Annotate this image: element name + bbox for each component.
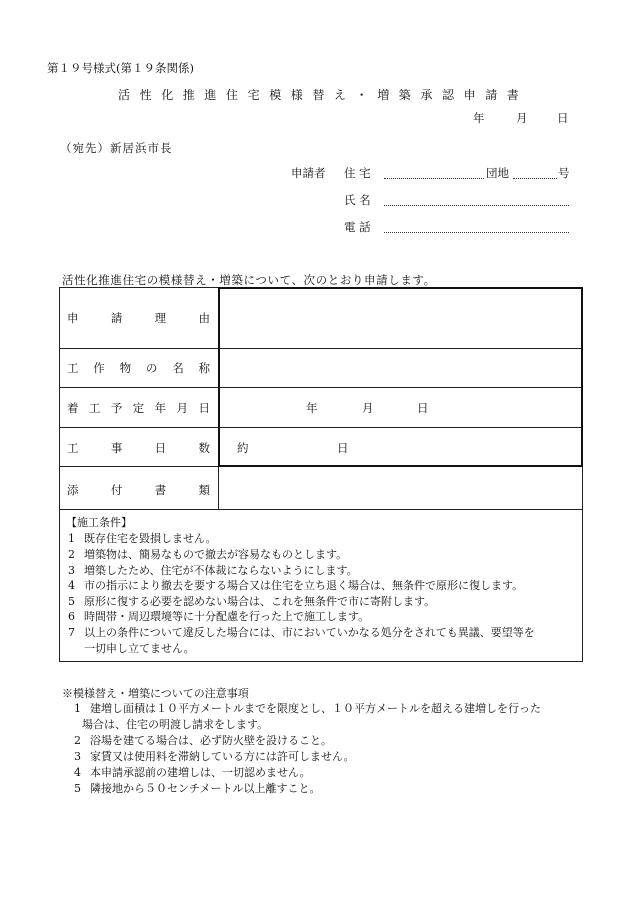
condition-item [68, 624, 535, 640]
condition-item [68, 562, 358, 578]
row-label-char: 名 [172, 361, 184, 375]
row-label-char: 工 [67, 361, 79, 375]
date-year-label: 年 [473, 111, 485, 125]
row-label-char: 着 [67, 401, 79, 415]
condition-number: 4 [68, 579, 75, 592]
note-text: 隣接地から５０センチメートル以上離すこと。 [90, 782, 321, 795]
note-text: 家賃又は使用料を滞納している方には許可しません。 [90, 750, 355, 763]
condition-item [68, 593, 435, 609]
condition-text: 以上の条件について違反した場合には、市においていかなる処分をされても異議、要望等を [84, 626, 535, 639]
condition-text: 増築物は、簡易なもので撤去が容易なものとします。 [84, 548, 348, 561]
condition-text: 市の指示により撤去を要する場合又は住宅を立ち退く場合は、無条件で原形に復します。 [84, 579, 524, 592]
row-label-char: 工 [67, 441, 79, 455]
phone-field[interactable] [384, 232, 569, 233]
form-number: 第１９号様式(第１９条関係) [47, 61, 194, 75]
row-label-char: 申 [67, 311, 79, 325]
row-label-work-days [67, 440, 210, 456]
row-label-char: 数 [198, 441, 210, 455]
row-label-char: 工 [88, 401, 101, 415]
date-month-label: 月 [516, 111, 528, 125]
row-label-char: 類 [198, 483, 210, 497]
note-item [74, 764, 311, 780]
start-month-label: 月 [362, 401, 374, 415]
row-divider [59, 509, 583, 510]
condition-item [68, 577, 523, 593]
row-label-char: 月 [176, 401, 189, 415]
row-label-char: 書 [154, 483, 167, 497]
applicant-label: 申請者 [291, 166, 326, 180]
note-number: 4 [74, 766, 81, 779]
row-label-char: 請 [110, 311, 123, 325]
note-number: 2 [74, 734, 81, 747]
conditions-heading: 【施工条件】 [66, 516, 132, 529]
note-number: 3 [74, 750, 81, 763]
row-label-char: 理 [154, 311, 167, 325]
condition-number: 6 [68, 610, 75, 623]
start-year-label: 年 [306, 401, 318, 415]
note-item [74, 700, 541, 716]
note-text: 浴場を建てる場合は、必ず防火壁を設けること。 [90, 734, 332, 747]
address-field[interactable] [384, 178, 484, 179]
row-label-char: 称 [198, 361, 210, 375]
row-label-char: の [145, 361, 158, 375]
date-day-label: 日 [557, 111, 569, 125]
row-label-char: 作 [93, 361, 105, 375]
condition-number: 5 [68, 595, 75, 608]
row-label-char: 日 [198, 401, 210, 415]
condition-number: 3 [68, 564, 75, 577]
row-label-structure [67, 360, 210, 376]
condition-item [68, 546, 347, 562]
danchi-label: 団地 [486, 166, 509, 180]
row-label-char: 事 [110, 441, 123, 455]
note-item [74, 780, 321, 796]
row-label-char: 定 [132, 401, 145, 415]
note-item [74, 748, 355, 764]
addressee: （宛先）新居浜市長 [60, 141, 173, 155]
phone-label: 電 話 [344, 220, 371, 234]
reason-input[interactable] [221, 290, 581, 346]
row-label-char: 物 [119, 361, 132, 375]
condition-number: 1 [68, 532, 75, 545]
condition-text: 時間帯・周辺環境等に十分配慮を行った上で施工します。 [84, 610, 370, 623]
notes-heading: ※模様替え・増築についての注意事項 [62, 687, 249, 700]
row-label-char: 由 [198, 311, 210, 325]
note-text: 建増し面積は１０平方メートルまでを限度とし、１０平方メートルを超える建増しを行った [90, 702, 541, 715]
row-label-reason [67, 310, 210, 326]
row-label-char: 付 [110, 483, 123, 497]
form-title: 活性化推進住宅模様替え・増築承認申請書 [118, 88, 529, 102]
work-days-unit: 日 [337, 441, 349, 455]
row-label-start-date [67, 400, 210, 416]
name-label: 氏 名 [344, 193, 371, 207]
room-number-field[interactable] [513, 178, 557, 179]
structure-name-input[interactable] [221, 350, 581, 386]
condition-item [68, 530, 217, 546]
condition-text: 増築したため、住宅が不体裁にならないようにします。 [84, 564, 358, 577]
condition-number: 7 [68, 626, 75, 639]
condition-text: 原形に復する必要を認めない場合は、これを無条件で市に寄附します。 [84, 595, 436, 608]
address-label: 住 宅 [344, 166, 371, 180]
attachments-input[interactable] [221, 469, 581, 507]
condition-item [68, 608, 369, 624]
condition-number: 2 [68, 548, 75, 561]
condition-text: 既存住宅を毀損しません。 [84, 532, 217, 545]
note-item [74, 732, 332, 748]
row-label-char: 年 [154, 401, 167, 415]
name-field[interactable] [384, 205, 569, 206]
intro-text: 活性化推進住宅の模様替え・増築について、次のとおり申請します。 [62, 273, 436, 287]
condition-text-continued: 一切申し立てません。 [84, 642, 195, 655]
row-label-char: 予 [110, 401, 123, 415]
note-text-continued: 場合は、住宅の明渡し請求をします。 [82, 718, 269, 731]
note-number: 1 [74, 702, 81, 715]
row-label-char: 日 [154, 441, 167, 455]
go-label: 号 [558, 166, 570, 180]
approx-label: 約 [237, 441, 249, 455]
start-day-label: 日 [417, 401, 429, 415]
row-label-attachments [67, 482, 210, 498]
note-text: 本申請承認前の建増しは、一切認めません。 [90, 766, 311, 779]
row-label-char: 添 [67, 483, 79, 497]
note-number: 5 [74, 782, 81, 795]
